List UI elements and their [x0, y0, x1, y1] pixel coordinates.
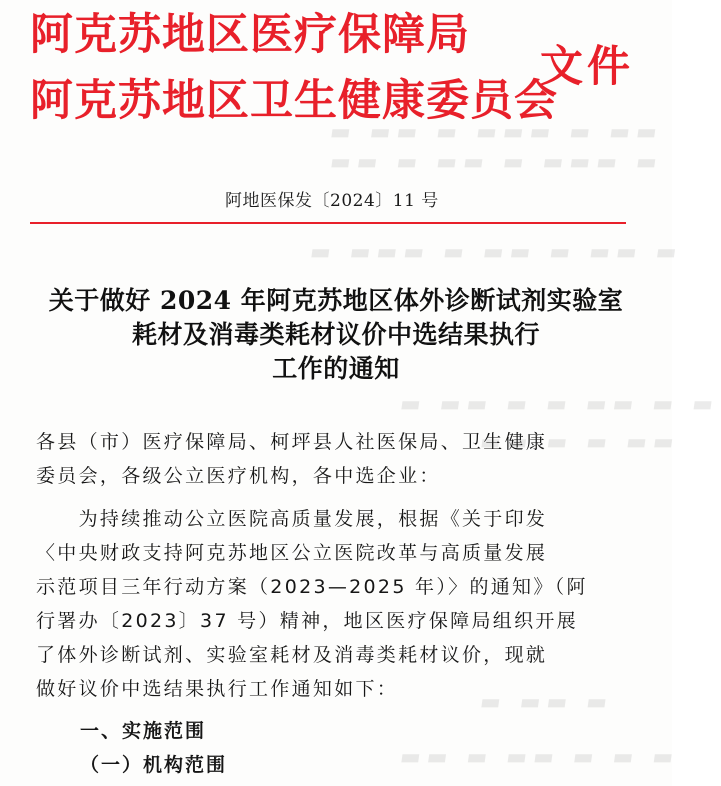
bleed-through-texture: ▬ ▬▬ ▬: [478, 690, 615, 715]
body-line: 各县（市）医疗保障局、柯坪县人社医保局、卫生健康: [36, 431, 548, 453]
bleed-through-texture: ▬▬ ▬ ▬ ▬▬: [478, 430, 682, 455]
bleed-through-texture: ▬ ▬▬ ▬ ▬▬▬ ▬ ▬▬: [328, 120, 665, 145]
title-line-1: 关于做好 2024 年阿克苏地区体外诊断试剂实验室: [48, 286, 624, 315]
bleed-through-texture: ▬ ▬▬▬ ▬ ▬▬ ▬ ▬▬ ▬: [308, 240, 685, 265]
subsection-heading: （一）机构范围: [80, 754, 228, 776]
bleed-through-texture: ▬▬ ▬ ▬▬ ▬ ▬▬▬ ▬: [328, 150, 665, 175]
issuing-agency-1: 阿克苏地区医疗保障局: [30, 10, 470, 60]
title-line-3: 工作的通知: [272, 354, 400, 383]
document-label: 文件: [540, 42, 634, 92]
bleed-through-texture: ▬▬ ▬ ▬▬ ▬ ▬ ▬: [398, 745, 682, 770]
body-line: 〈中央财政支持阿克苏地区公立医院改革与高质量发展: [36, 542, 548, 564]
body-line: 做好议价中选结果执行工作通知如下：: [36, 678, 399, 700]
section-heading: 一、实施范围: [80, 720, 207, 742]
body-line: 了体外诊断试剂、实验室耗材及消毒类耗材议价，现就: [36, 644, 548, 666]
body-line: 行署办〔2023〕37 号）精神，地区医疗保障局组织开展: [36, 610, 578, 632]
issuing-agency-2: 阿克苏地区卫生健康委员会: [30, 76, 558, 126]
body-line: 示范项目三年行动方案（2023—2025 年）〉的通知》（阿: [36, 576, 588, 598]
body-line: 委员会，各级公立医疗机构，各中选企业：: [36, 465, 441, 487]
document-number: 阿地医保发〔2024〕11 号: [225, 191, 439, 211]
title-line-2: 耗材及消毒类耗材议价中选结果执行: [131, 320, 540, 349]
body-line: 为持续推动公立医院高质量发展，根据《关于印发: [36, 508, 548, 530]
red-separator-line: [30, 222, 626, 224]
bleed-through-texture: ▬ ▬▬ ▬ ▬ ▬▬ ▬ ▬: [398, 392, 721, 417]
